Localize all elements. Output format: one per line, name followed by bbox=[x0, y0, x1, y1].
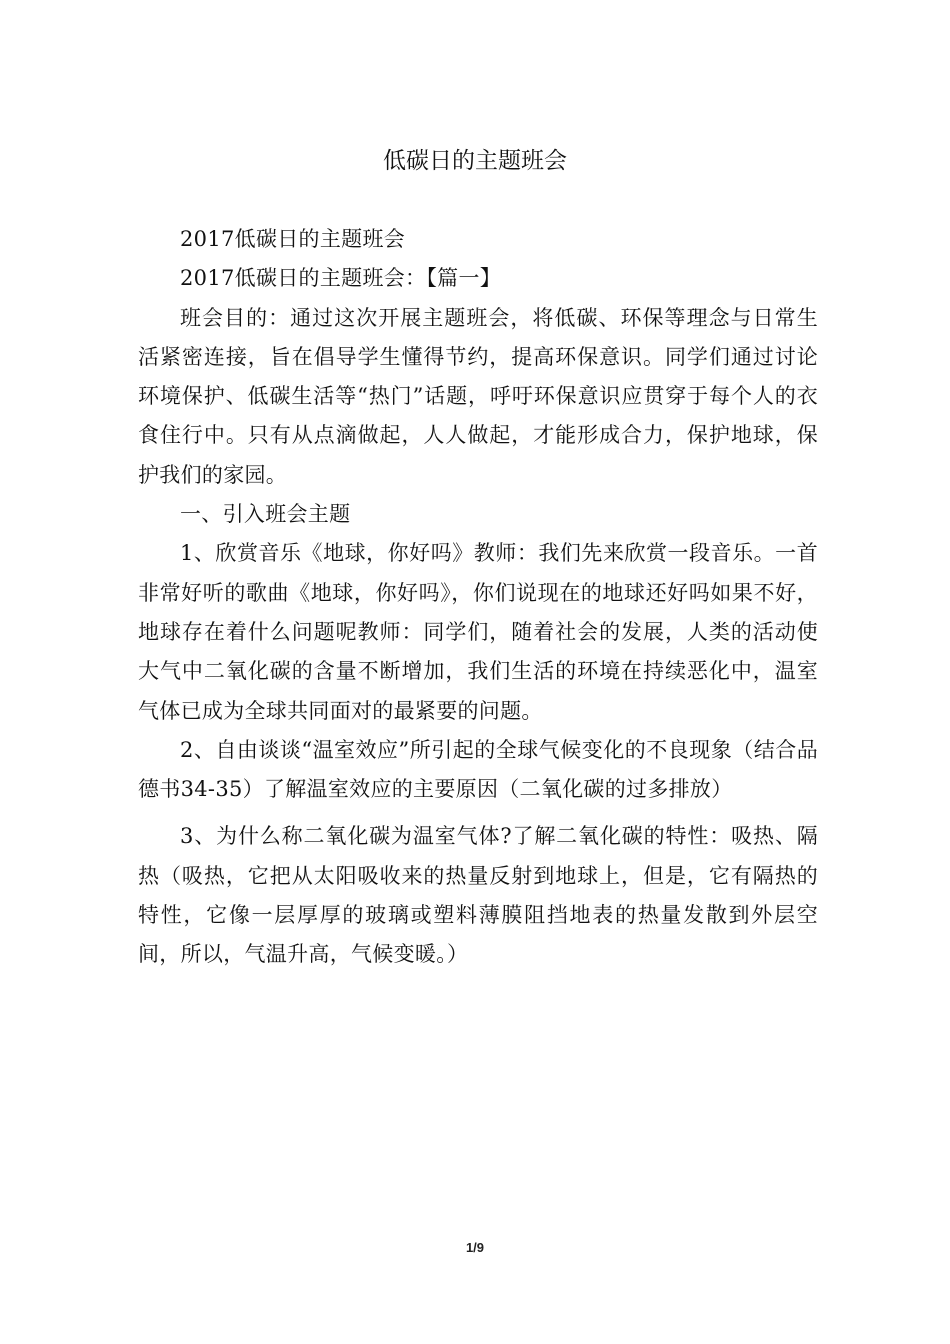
document-body bbox=[138, 220, 818, 975]
paragraph-section-heading: 2017低碳日的主题班会：【篇一】 bbox=[180, 266, 502, 291]
paragraph-item-2: 2、自由谈谈“温室效应”所引起的全球气候变化的不良现象（结合品德书34-35）了解温室效应的主要原因（二氧化碳的过多排放） bbox=[138, 737, 818, 802]
paragraph-purpose: 班会目的：通过这次开展主题班会，将低碳、环保等理念与日常生活紧密连接，旨在倡导学生懂得节约，提高环保意识。同学们通过讨论环境保护、低碳生活等“热门”话题，呼吁环保意识应贯穿于每个人的衣食住行中。只有从点滴做起，人人做起，才能形成合力，保护地球，保护我们的家园。 bbox=[138, 305, 818, 487]
page-number: 1/9 bbox=[465, 1240, 485, 1255]
document-title: 低碳日的主题班会 bbox=[383, 148, 567, 174]
paragraph-part-one-heading: 一、引入班会主题 bbox=[180, 502, 351, 527]
paragraph-item-1: 1、欣赏音乐《地球，你好吗》教师：我们先来欣赏一段音乐。一首非常好听的歌曲《地球，你好吗》，你们说现在的地球还好吗如果不好，地球存在着什么问题呢教师：同学们，随着社会的发展，人类的活动使大气中二氧化碳的含量不断增加，我们生活的环境在持续恶化中，温室气体已成为全球共同面对的最紧要的问题。 bbox=[138, 541, 818, 723]
paragraph-subtitle: 2017低碳日的主题班会 bbox=[180, 227, 406, 251]
paragraph-item-3: 3、为什么称二氧化碳为温室气体?了解二氧化碳的特性：吸热、隔热（吸热，它把从太阳吸收来的热量反射到地球上，但是，它有隔热的特性，它像一层厚厚的玻璃或塑料薄膜阻挡地表的热量发散到外层空间，所以，气温升高，气候变暖。） bbox=[138, 824, 818, 967]
